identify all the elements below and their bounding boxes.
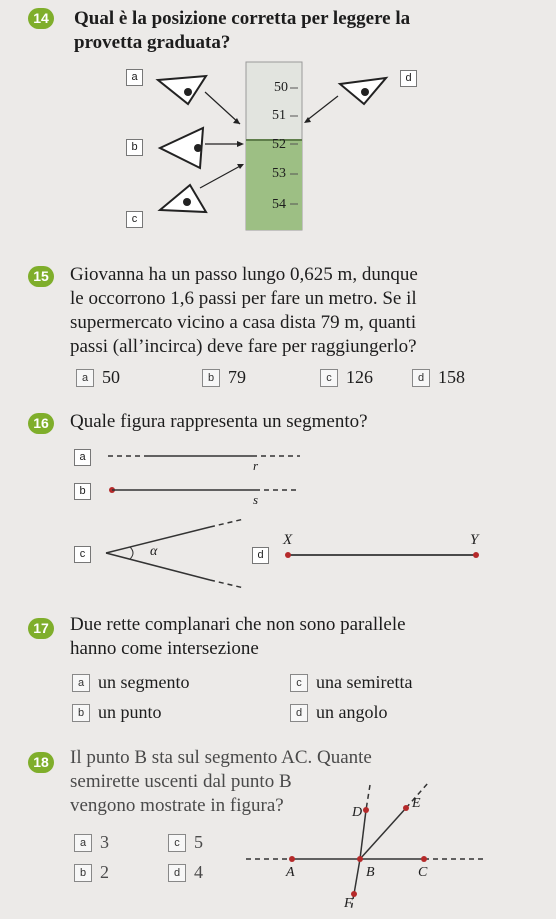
question-number: 18 [28, 752, 54, 773]
question-text-line: le occorrono 1,6 passi per fare un metro. Se il [70, 288, 417, 309]
question-text-line: semirette uscenti dal punto B [70, 771, 292, 792]
answer-option-b-value: 2 [100, 862, 109, 882]
question-text-line: passi (all’incirca) deve fare per raggiungerlo? [70, 336, 417, 357]
point-label: D [352, 805, 363, 820]
answer-option-a-value: 50 [102, 367, 120, 387]
answer-option-b-label[interactable]: b [202, 369, 220, 387]
answer-option-c-label[interactable]: c [290, 674, 308, 692]
question-number: 14 [28, 8, 54, 29]
answer-option-c-label[interactable]: c [320, 369, 338, 387]
answer-option-a-label[interactable]: a [76, 369, 94, 387]
option-label-d[interactable]: d [252, 547, 269, 564]
question-number: 17 [28, 618, 54, 639]
answer-option-b-value: un punto [98, 702, 162, 722]
answer-option-a-value: 3 [100, 832, 109, 852]
question-text-line: vengono mostrate in figura? [70, 795, 284, 816]
point-label: C [418, 865, 428, 880]
answer-option-b-value: 79 [228, 367, 246, 387]
answer-option-a-value: un segmento [98, 672, 190, 692]
answer-option-c-value: 5 [194, 832, 203, 852]
question-text-line: Giovanna ha un passo lungo 0,625 m, dunque [70, 264, 418, 285]
option-label-a[interactable]: a [74, 449, 91, 466]
question-number: 16 [28, 413, 54, 434]
answer-option-b-label[interactable]: b [74, 864, 92, 882]
answer-option-a-label[interactable]: a [74, 834, 92, 852]
scale-mark: 50 [274, 80, 288, 95]
point-label: X [283, 532, 293, 548]
option-label-d: d [400, 70, 417, 87]
answer-option-d-value: 4 [194, 862, 203, 882]
scale-mark: 54 [272, 197, 286, 212]
question-text-line: provetta graduata? [74, 32, 231, 53]
point-label: E [412, 796, 421, 811]
option-label-c: c [126, 211, 143, 228]
answer-option-c-value: 126 [346, 367, 373, 387]
ray-label: s [253, 492, 259, 507]
option-label-b[interactable]: b [74, 483, 91, 500]
answer-option-b-label[interactable]: b [72, 704, 90, 722]
answer-option-d-value: un angolo [316, 702, 388, 722]
point-label: F [344, 896, 353, 911]
question-text-line: Qual è la posizione corretta per leggere la [74, 8, 411, 29]
answer-option-c-label[interactable]: c [168, 834, 186, 852]
answer-option-c-value: una semiretta [316, 672, 413, 692]
point-label: A [286, 865, 295, 880]
question-text: Quale figura rappresenta un segmento? [70, 411, 368, 432]
question-text-line: supermercato vicino a casa dista 79 m, quanti [70, 312, 417, 333]
option-label-a: a [126, 69, 143, 86]
angle-label: α [150, 544, 158, 559]
answer-option-a-label[interactable]: a [72, 674, 90, 692]
scale-mark: 53 [272, 166, 286, 181]
scale-mark: 52 [272, 137, 286, 152]
question-text-line: Il punto B sta sul segmento AC. Quante [70, 747, 372, 768]
option-label-c[interactable]: c [74, 546, 91, 563]
question-text-line: hanno come intersezione [70, 638, 259, 659]
answer-option-d-value: 158 [438, 367, 465, 387]
point-label: B [366, 865, 375, 880]
question-number: 15 [28, 266, 54, 287]
point-label: Y [470, 532, 479, 548]
answer-option-d-label[interactable]: d [168, 864, 186, 882]
answer-option-d-label[interactable]: d [290, 704, 308, 722]
question-text-line: Due rette complanari che non sono parallele [70, 614, 406, 635]
scale-mark: 51 [272, 108, 286, 123]
line-label: r [253, 458, 259, 473]
option-label-b: b [126, 139, 143, 156]
answer-option-d-label[interactable]: d [412, 369, 430, 387]
